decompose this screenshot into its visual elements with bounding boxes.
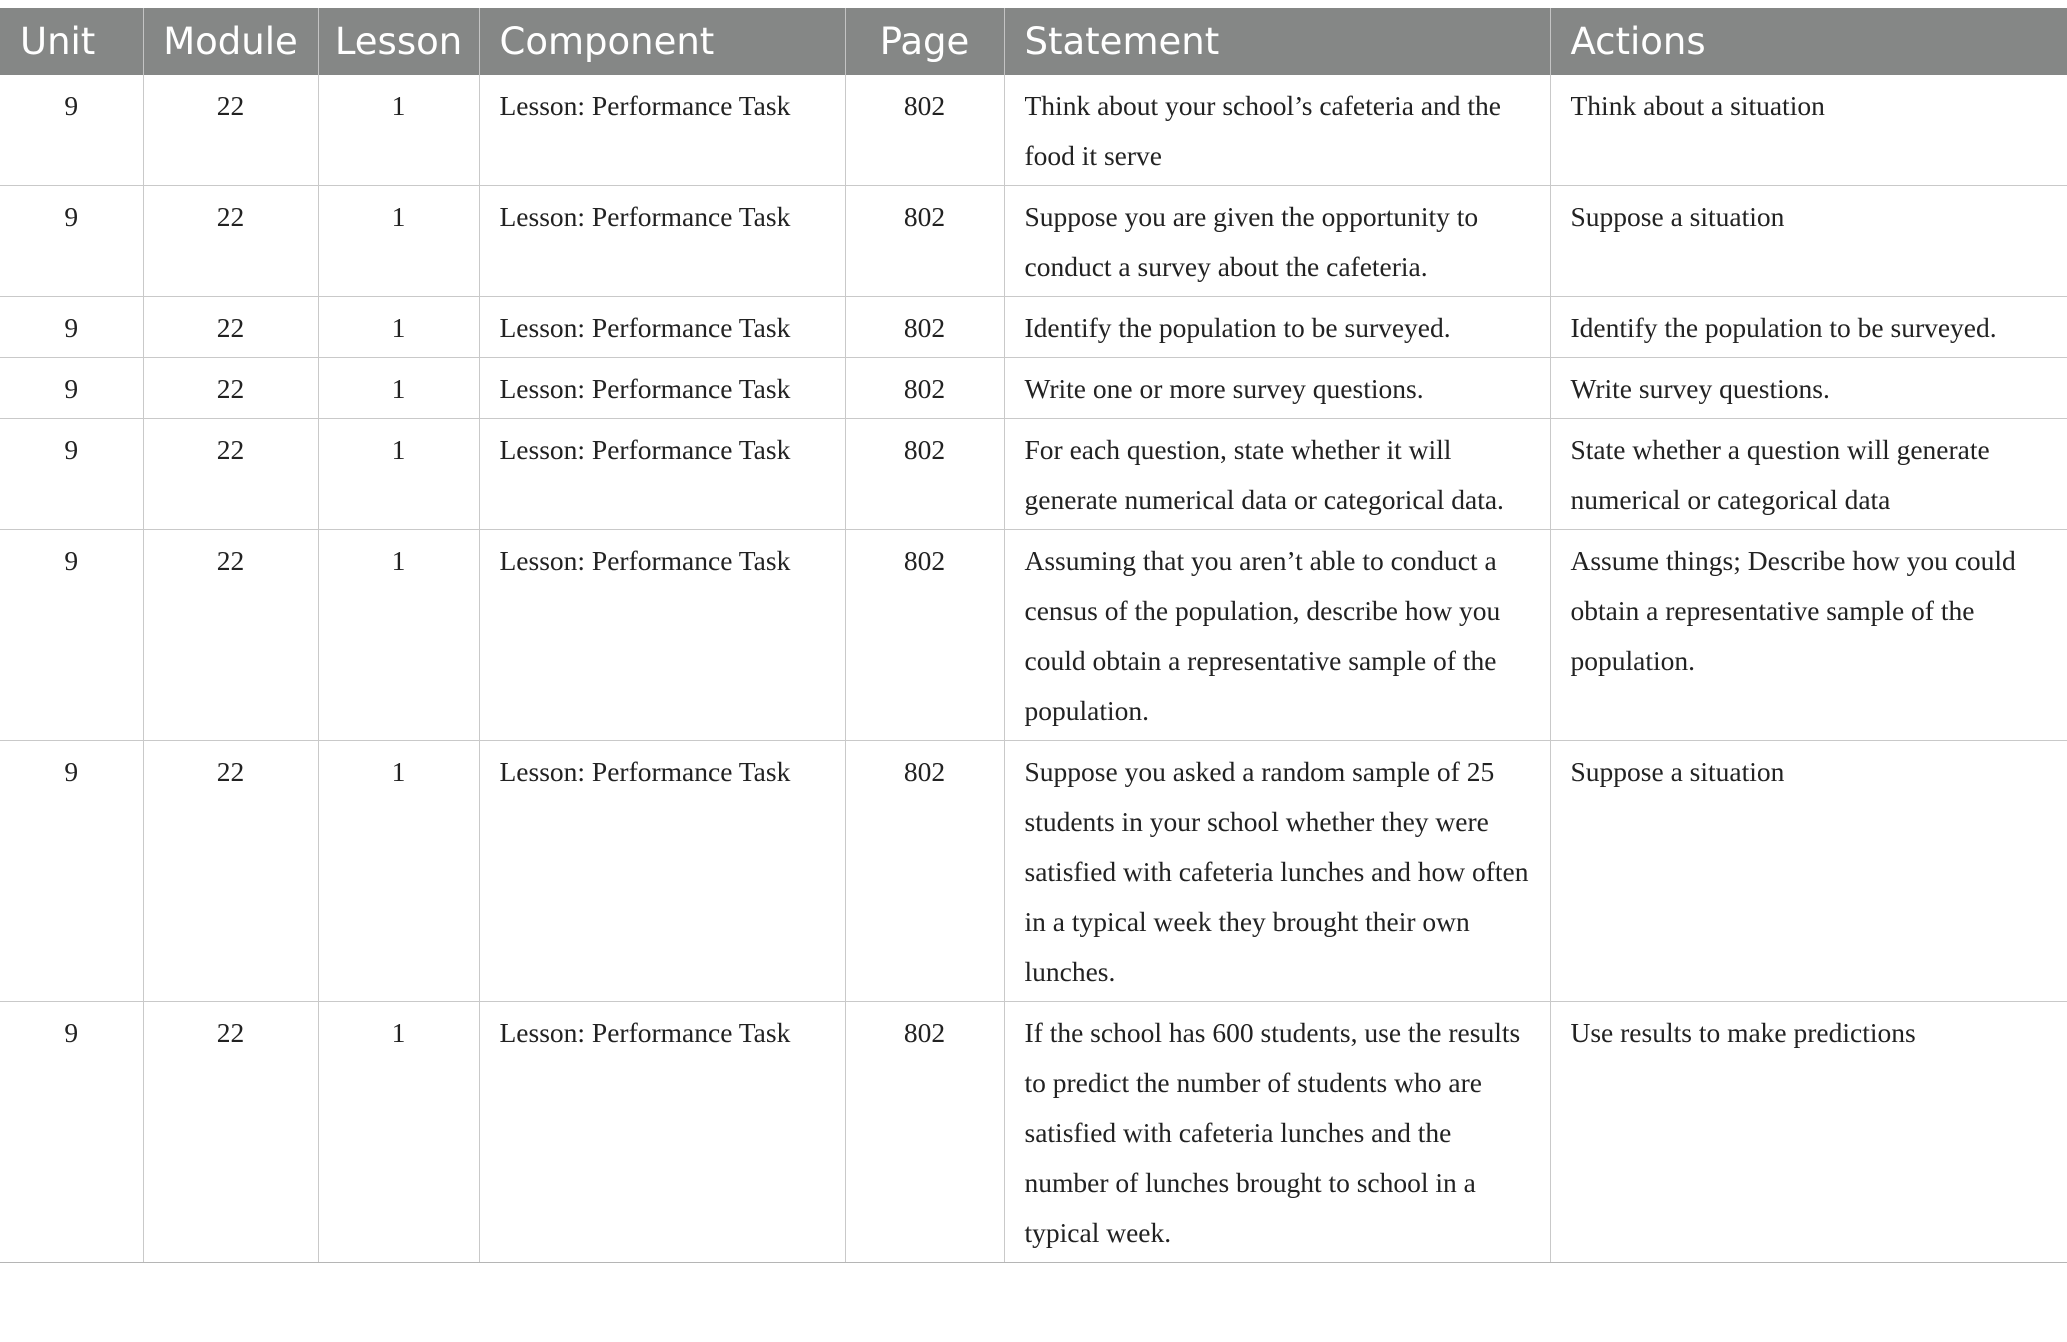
cell-actions: Assume things; Describe how you could obtain a representative sample of the population. (1550, 530, 2067, 741)
cell-actions: Use results to make predictions (1550, 1002, 2067, 1263)
cell-unit: 9 (0, 75, 143, 186)
performance-task-table (0, 8, 2067, 1263)
cell-component: Lesson: Performance Task (479, 358, 845, 419)
cell-module: 22 (143, 75, 318, 186)
cell-page: 802 (845, 358, 1004, 419)
cell-actions: Suppose a situation (1550, 186, 2067, 297)
cell-module: 22 (143, 186, 318, 297)
cell-page: 802 (845, 741, 1004, 1002)
cell-module: 22 (143, 419, 318, 530)
header-row (0, 8, 2067, 75)
cell-component: Lesson: Performance Task (479, 1002, 845, 1263)
cell-lesson: 1 (318, 297, 479, 358)
cell-component: Lesson: Performance Task (479, 530, 845, 741)
cell-component: Lesson: Performance Task (479, 297, 845, 358)
cell-component: Lesson: Performance Task (479, 75, 845, 186)
column-header-module: Module (143, 8, 318, 75)
cell-statement: Think about your school’s cafeteria and the food it serve (1004, 75, 1550, 186)
column-header-statement: Statement (1004, 8, 1550, 75)
cell-statement: If the school has 600 students, use the results to predict the number of students who are satisfied with cafeteria lunches and the number of lunches brought to school in a typical week. (1004, 1002, 1550, 1263)
cell-lesson: 1 (318, 75, 479, 186)
table-row (0, 297, 2067, 358)
cell-unit: 9 (0, 741, 143, 1002)
table-row (0, 419, 2067, 530)
column-header-unit: Unit (0, 8, 143, 75)
table-row (0, 1002, 2067, 1263)
cell-lesson: 1 (318, 358, 479, 419)
table-row (0, 741, 2067, 1002)
cell-module: 22 (143, 358, 318, 419)
cell-actions: Write survey questions. (1550, 358, 2067, 419)
column-header-page: Page (845, 8, 1004, 75)
column-header-lesson: Lesson (318, 8, 479, 75)
cell-component: Lesson: Performance Task (479, 186, 845, 297)
cell-statement: Suppose you asked a random sample of 25 students in your school whether they were satisfied with cafeteria lunches and how often in a typical week they brought their own lunches. (1004, 741, 1550, 1002)
cell-unit: 9 (0, 419, 143, 530)
cell-page: 802 (845, 297, 1004, 358)
cell-actions: State whether a question will generate numerical or categorical data (1550, 419, 2067, 530)
cell-component: Lesson: Performance Task (479, 741, 845, 1002)
column-header-actions: Actions (1550, 8, 2067, 75)
table-row (0, 358, 2067, 419)
cell-lesson: 1 (318, 1002, 479, 1263)
cell-lesson: 1 (318, 186, 479, 297)
cell-page: 802 (845, 186, 1004, 297)
cell-statement: Identify the population to be surveyed. (1004, 297, 1550, 358)
cell-unit: 9 (0, 186, 143, 297)
cell-statement: Suppose you are given the opportunity to conduct a survey about the cafeteria. (1004, 186, 1550, 297)
column-header-component: Component (479, 8, 845, 75)
cell-page: 802 (845, 530, 1004, 741)
cell-unit: 9 (0, 297, 143, 358)
cell-module: 22 (143, 741, 318, 1002)
cell-page: 802 (845, 1002, 1004, 1263)
cell-unit: 9 (0, 358, 143, 419)
cell-page: 802 (845, 419, 1004, 530)
cell-unit: 9 (0, 530, 143, 741)
cell-module: 22 (143, 297, 318, 358)
table-row (0, 75, 2067, 186)
cell-lesson: 1 (318, 419, 479, 530)
cell-lesson: 1 (318, 530, 479, 741)
cell-statement: Write one or more survey questions. (1004, 358, 1550, 419)
cell-component: Lesson: Performance Task (479, 419, 845, 530)
cell-actions: Suppose a situation (1550, 741, 2067, 1002)
cell-module: 22 (143, 530, 318, 741)
cell-actions: Think about a situation (1550, 75, 2067, 186)
cell-unit: 9 (0, 1002, 143, 1263)
table-row (0, 530, 2067, 741)
table-row (0, 186, 2067, 297)
cell-page: 802 (845, 75, 1004, 186)
cell-actions: Identify the population to be surveyed. (1550, 297, 2067, 358)
cell-statement: Assuming that you aren’t able to conduct a census of the population, describe how you could obtain a representative sample of the population. (1004, 530, 1550, 741)
cell-module: 22 (143, 1002, 318, 1263)
cell-lesson: 1 (318, 741, 479, 1002)
cell-statement: For each question, state whether it will generate numerical data or categorical data. (1004, 419, 1550, 530)
